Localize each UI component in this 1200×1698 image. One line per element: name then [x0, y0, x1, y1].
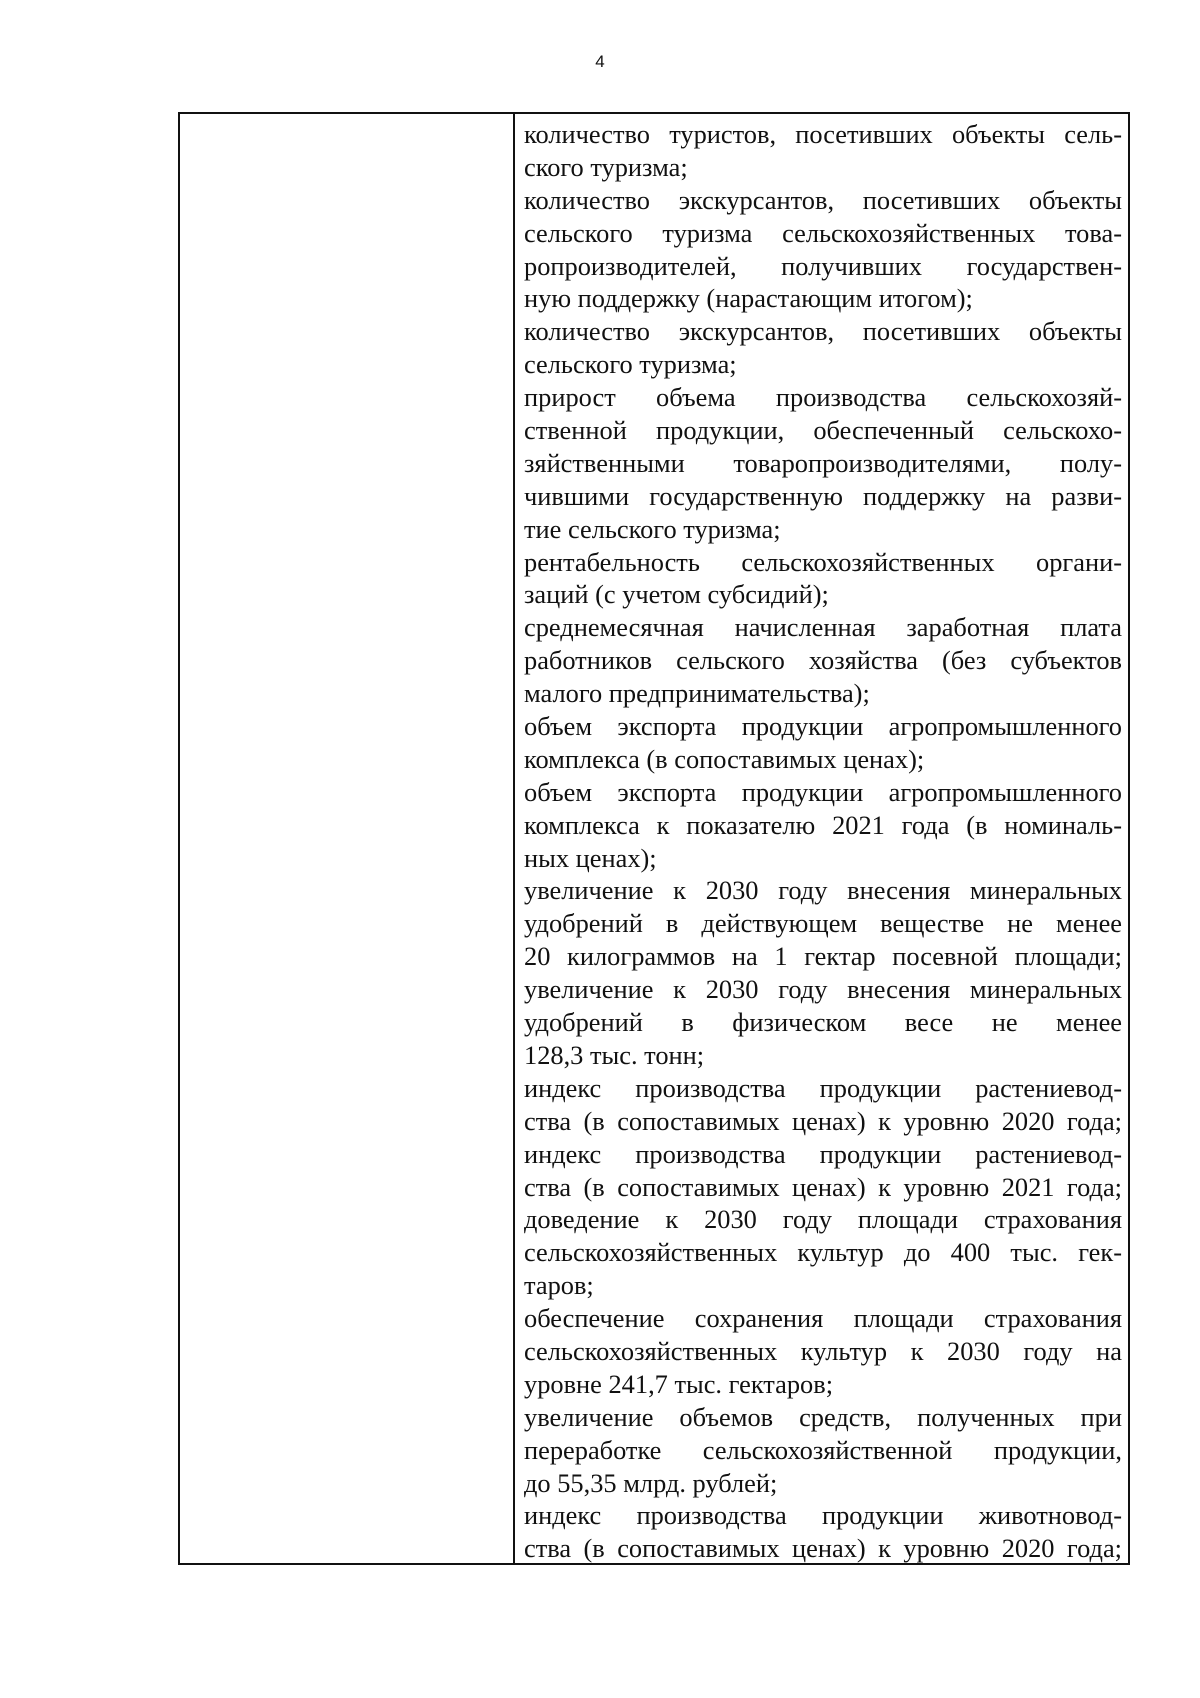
text-line: комплекса к показателю 2021 года (в номиналь- [524, 809, 1122, 840]
text-line: работников сельского хозяйства (без субъектов [524, 645, 1122, 676]
text-line: зяйственными товаропроизводителями, полу- [524, 447, 1122, 478]
text-line: комплекса (в сопоставимых ценах); [524, 743, 925, 774]
text-line: ства (в сопоставимых ценах) к уровню 2021 года; [524, 1171, 1122, 1202]
text-line: 128,3 тыс. тонн; [524, 1039, 705, 1070]
text-line: обеспечение сохранения площади страхования [524, 1303, 1122, 1334]
text-line: количество экскурсантов, посетивших объекты [524, 316, 1122, 347]
text-line: таров; [524, 1270, 594, 1301]
text-line: сельского туризма сельскохозяйственных това- [524, 217, 1122, 248]
text-line: тие сельского туризма; [524, 513, 781, 544]
text-line: 20 килограммов на 1 гектар посевной площади; [524, 941, 1122, 972]
table-right-cell [524, 118, 1122, 1565]
text-line: среднемесячная начисленная заработная плата [524, 612, 1122, 643]
text-line: удобрений в физическом весе не менее [524, 1007, 1122, 1038]
indicators-table [178, 112, 1130, 1565]
text-line: уровне 241,7 тыс. гектаров; [524, 1368, 834, 1399]
text-line: увеличение объемов средств, полученных при [524, 1401, 1122, 1432]
text-line: сельскохозяйственных культур к 2030 году на [524, 1335, 1122, 1366]
text-line: малого предпринимательства); [524, 678, 870, 709]
text-line: чившими государственную поддержку на разви- [524, 480, 1122, 511]
text-line: прирост объема производства сельскохозяй- [524, 382, 1122, 413]
text-line: объем экспорта продукции агропромышленного [524, 776, 1122, 807]
text-line: объем экспорта продукции агропромышленного [524, 711, 1122, 742]
text-line: ных ценах); [524, 842, 657, 873]
text-line: ства (в сопоставимых ценах) к уровню 2020 года; [524, 1533, 1122, 1564]
text-line: ропроизводителей, получивших государствен- [524, 250, 1122, 281]
text-line: сельского туризма; [524, 349, 737, 380]
text-line: ского туризма; [524, 151, 688, 182]
text-line: сельскохозяйственных культур до 400 тыс. гек- [524, 1237, 1122, 1268]
text-line: ную поддержку (нарастающим итогом); [524, 283, 973, 314]
text-line: ства (в сопоставимых ценах) к уровню 2020 года; [524, 1105, 1122, 1136]
text-line: удобрений в действующем веществе не менее [524, 908, 1122, 939]
text-line: индекс производства продукции растениевод- [524, 1072, 1122, 1103]
text-line: ственной продукции, обеспеченный сельскохо- [524, 415, 1122, 446]
text-line: рентабельность сельскохозяйственных органи- [524, 546, 1122, 577]
text-line: до 55,35 млрд. рублей; [524, 1467, 778, 1498]
text-line: заций (с учетом субсидий); [524, 579, 829, 610]
text-line: индекс производства продукции растениевод- [524, 1138, 1122, 1169]
text-line: переработке сельскохозяйственной продукции, [524, 1434, 1122, 1465]
table-left-cell [180, 114, 515, 1563]
text-line: увеличение к 2030 году внесения минеральных [524, 875, 1122, 906]
text-line: количество экскурсантов, посетивших объекты [524, 184, 1122, 215]
text-line: индекс производства продукции животновод- [524, 1500, 1122, 1531]
text-line: увеличение к 2030 году внесения минеральных [524, 974, 1122, 1005]
text-line: количество туристов, посетивших объекты сель- [524, 119, 1122, 149]
text-line: доведение к 2030 году площади страхования [524, 1204, 1122, 1235]
page-number: 4 [595, 52, 605, 71]
